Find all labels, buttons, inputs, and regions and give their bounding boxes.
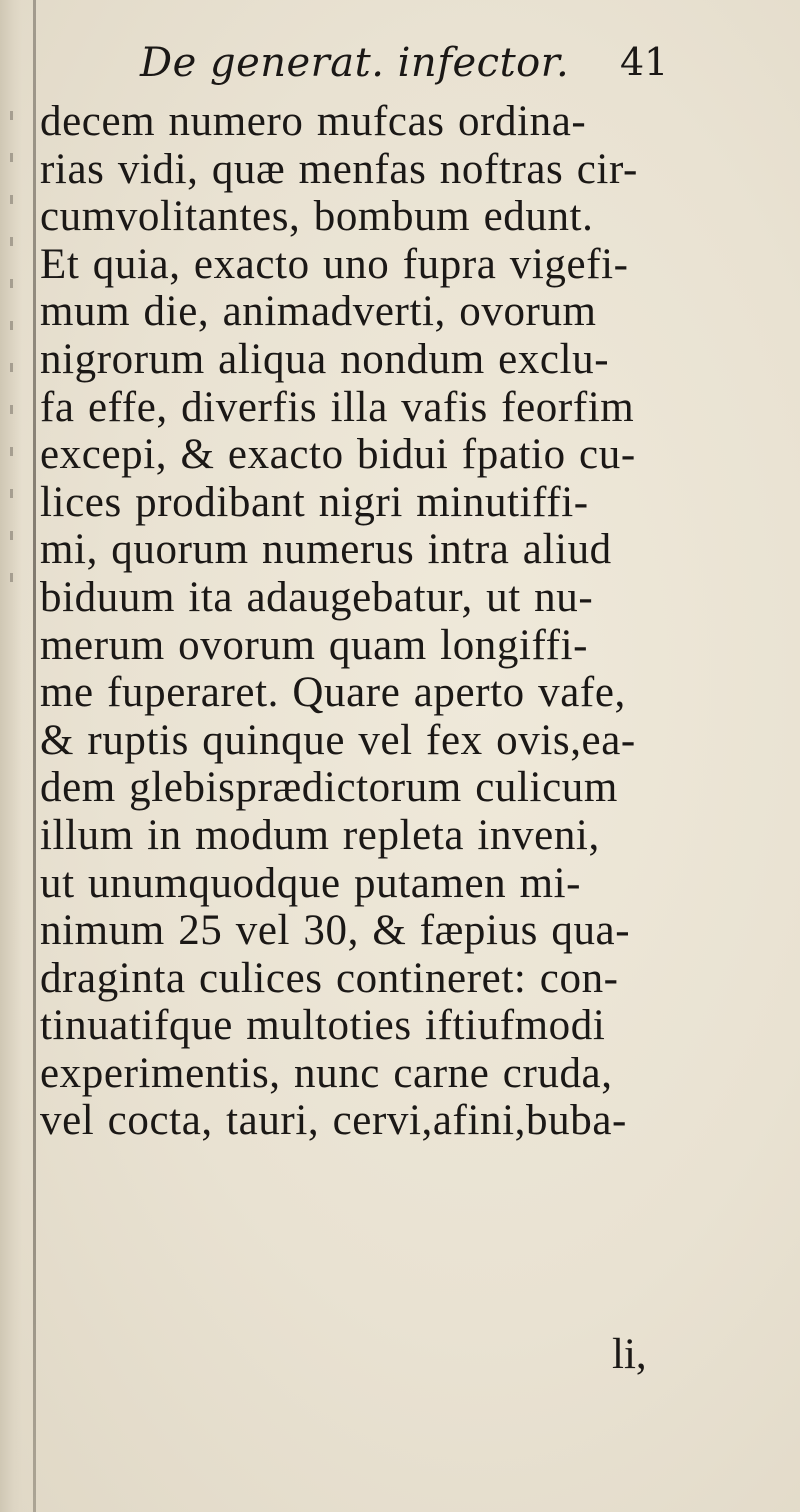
gutter-mark [2, 557, 24, 599]
gutter-marks [2, 95, 24, 599]
gutter-mark [2, 431, 24, 473]
text-line: tinuatifque multoties iftiufmodi [40, 1002, 606, 1050]
running-head [140, 40, 700, 90]
text-line: nigrorum aliqua nondum exclu- [40, 335, 610, 383]
gutter-mark [2, 179, 24, 221]
gutter-mark [2, 389, 24, 431]
text-line: lices prodibant nigri minutiffi- [40, 478, 589, 526]
gutter-edge [33, 0, 36, 1512]
text-line: vel cocta, tauri, cervi,afini,buba- [40, 1097, 627, 1145]
text-line: nimum 25 vel 30, & fæpius qua- [40, 907, 631, 955]
text-line: fa effe, diverfis illa vafis feorfim [40, 383, 635, 431]
text-line: me fuperaret. Quare aperto vafe, [40, 669, 626, 717]
text-line: draginta culices contineret: con- [40, 954, 619, 1002]
text-line: excepi, & exacto bidui fpatio cu- [40, 431, 636, 479]
text-line: dem glebisprædictorum culicum [40, 764, 618, 812]
gutter-mark [2, 515, 24, 557]
text-line: decem numero mufcas ordina- [40, 98, 587, 145]
gutter-mark [2, 305, 24, 347]
text-line: rias vidi, quæ menfas noftras cir- [40, 145, 638, 193]
text-line: illum in modum repleta inveni, [40, 811, 600, 859]
text-line: ut unumquodque putamen mi- [40, 859, 582, 907]
text-line: & ruptis quinque vel fex ovis,ea- [40, 716, 636, 764]
text-line: merum ovorum quam longiffi- [40, 621, 589, 669]
body-text [40, 98, 710, 1145]
gutter-mark [2, 473, 24, 515]
text-line: cumvolitantes, bombum edunt. [40, 193, 594, 241]
gutter-mark [2, 263, 24, 305]
gutter-mark [2, 347, 24, 389]
text-line: biduum ita adaugebatur, ut nu- [40, 573, 594, 621]
text-line: mum die, animadverti, ovorum [40, 288, 597, 336]
page-number: 41 [620, 40, 669, 84]
text-line: mi, quorum numerus intra aliud [40, 526, 612, 574]
gutter-mark [2, 221, 24, 263]
catchword: li, [612, 1331, 647, 1378]
text-line: Et quia, exacto uno fupra vigefi- [40, 240, 629, 288]
running-head-title: De generat. infector. [140, 40, 570, 86]
gutter-mark [2, 137, 24, 179]
gutter-mark [2, 95, 24, 137]
text-line: experimentis, nunc carne cruda, [40, 1049, 613, 1097]
